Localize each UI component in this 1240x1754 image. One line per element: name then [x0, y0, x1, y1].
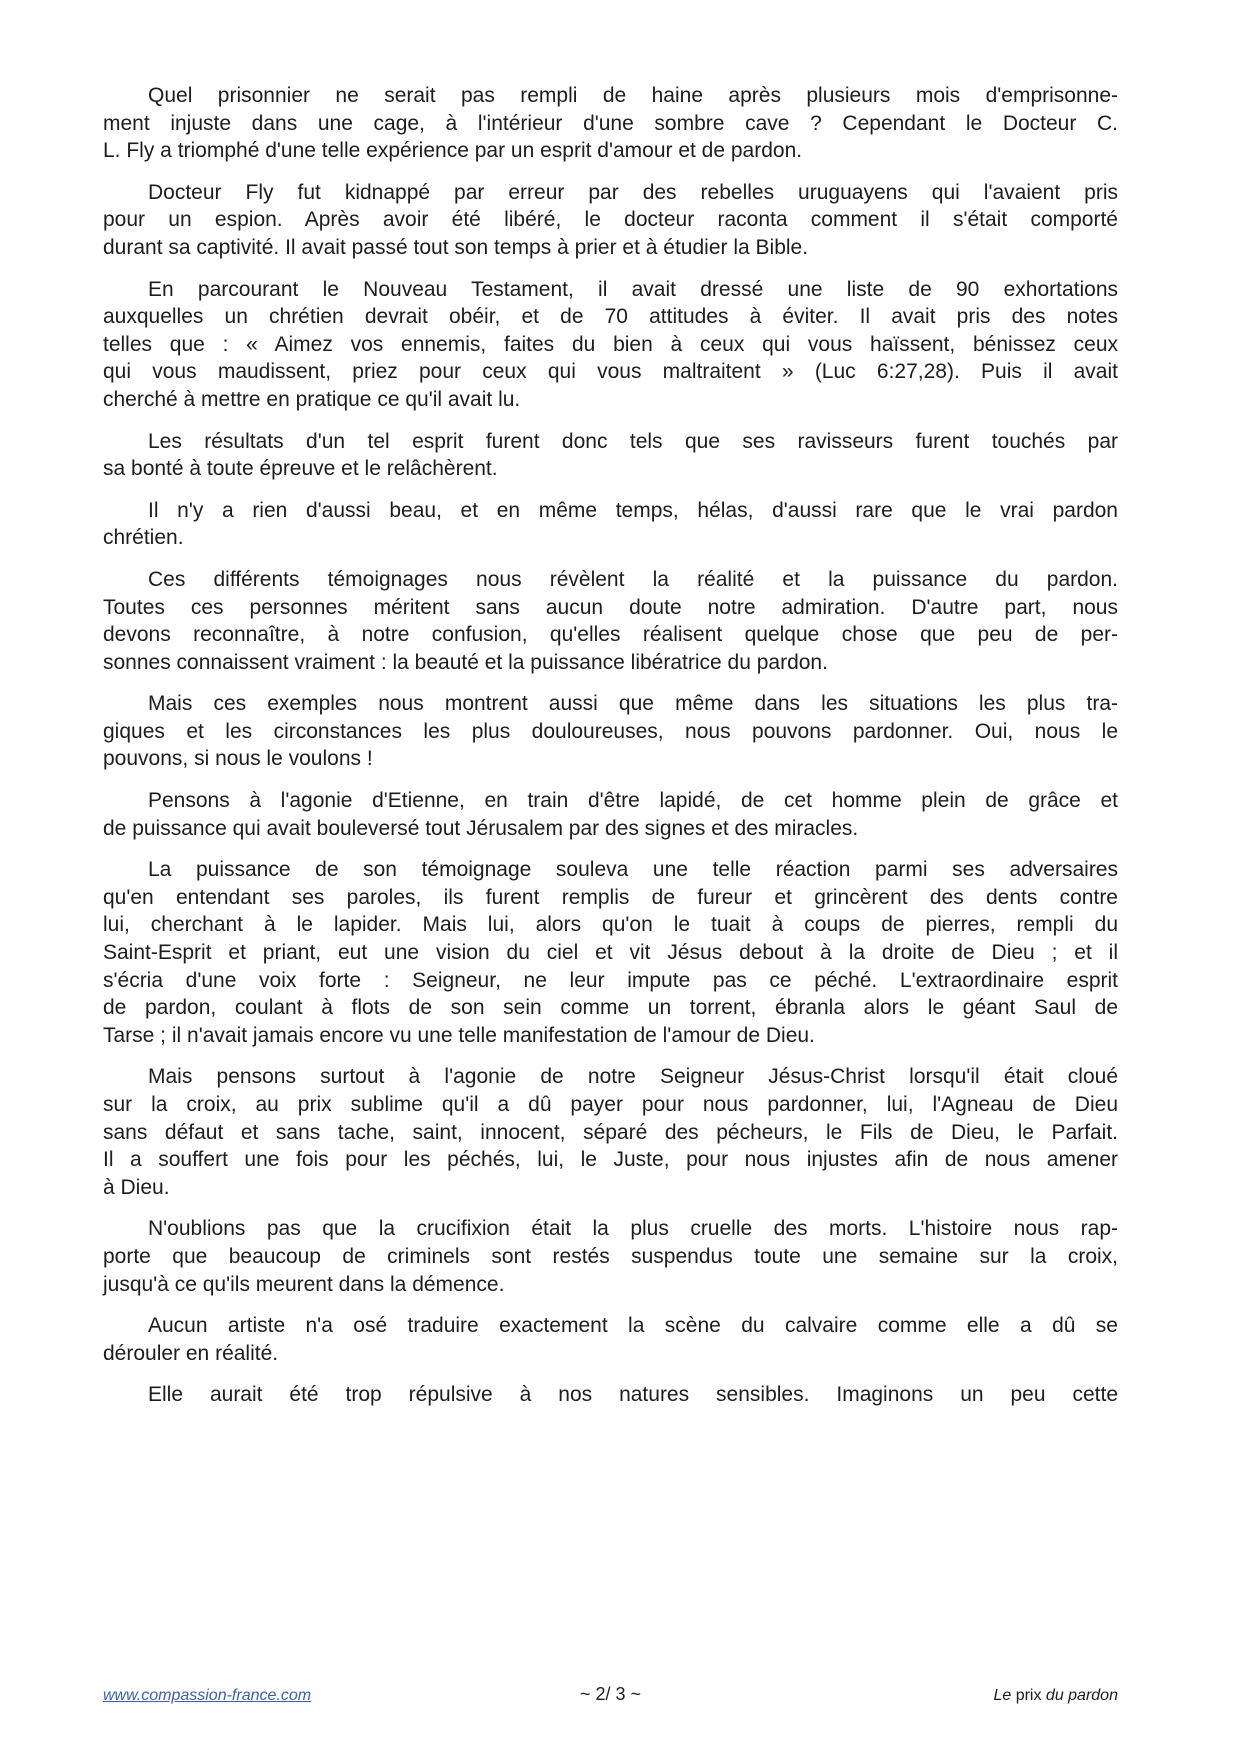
text-line: Docteur Fly fut kidnappé par erreur par des rebelles uruguayens qui l'avaient pris: [148, 180, 1118, 204]
text-line: Aucun artiste n'a osé traduire exactement la scène du calvaire comme elle a dû se: [148, 1314, 1118, 1338]
text-line: à Dieu.: [103, 1175, 170, 1199]
text-line: Il a souffert une fois pour les péchés, lui, le Juste, pour nous injustes afin de nous amener: [103, 1148, 1118, 1172]
paragraph: [103, 787, 1118, 842]
text-line: pouvons, si nous le voulons !: [103, 747, 373, 771]
text-line: jusqu'à ce qu'ils meurent dans la démence.: [103, 1272, 505, 1296]
text-line: cherché à mettre en pratique ce qu'il avait lu.: [103, 387, 521, 411]
text-line: lui, cherchant à le lapider. Mais lui, alors qu'on le tuait à coups de pierres, rempli du: [103, 913, 1118, 937]
website-link[interactable]: www.compassion-france.com: [103, 1687, 312, 1704]
text-line: giques et les circonstances les plus douloureuses, nous pouvons pardonner. Oui, nous le: [103, 719, 1118, 743]
text-line: devons reconnaître, à notre confusion, qu'elles réalisent quelque chose que peu de per-: [103, 623, 1118, 647]
paragraph: [103, 82, 1118, 165]
text-line: N'oublions pas que la crucifixion était la plus cruelle des morts. L'histoire nous rap-: [148, 1217, 1118, 1241]
paragraph: [103, 690, 1118, 773]
text-line: Elle aurait été trop répulsive à nos natures sensibles. Imaginons un peu cette: [148, 1383, 1118, 1407]
paragraph: [103, 1381, 1118, 1409]
paragraph: [103, 1215, 1118, 1298]
text-line: Ces différents témoignages nous révèlent la réalité et la puissance du pardon.: [148, 567, 1118, 591]
text-line: pour un espion. Après avoir été libéré, le docteur raconta comment il s'était comporté: [103, 208, 1118, 232]
document-title-segment: du pardon: [1041, 1687, 1118, 1704]
page-number: ~ 2/ 3 ~: [579, 1684, 642, 1704]
document-title-segment: prix: [1015, 1687, 1042, 1704]
text-line: Saint-Esprit et priant, eut une vision du ciel et vit Jésus debout à la droite de Dieu ; et il: [103, 941, 1118, 965]
text-line: auxquelles un chrétien devrait obéir, et de 70 attitudes à éviter. Il avait pris des notes: [103, 305, 1118, 329]
paragraph: [103, 566, 1118, 676]
text-line: sa bonté à toute épreuve et le relâchèrent.: [103, 457, 498, 481]
text-line: Mais pensons surtout à l'agonie de notre Seigneur Jésus-Christ lorsqu'il était cloué: [148, 1065, 1118, 1089]
text-line: de pardon, coulant à flots de son sein comme un torrent, ébranla alors le géant Saul de: [103, 996, 1118, 1020]
text-line: qui vous maudissent, priez pour ceux qui vous maltraitent » (Luc 6:27,28). Puis il avait: [103, 360, 1118, 384]
page-footer: [103, 1684, 1118, 1705]
text-line: En parcourant le Nouveau Testament, il avait dressé une liste de 90 exhortations: [148, 277, 1118, 301]
document-body: [103, 82, 1118, 1423]
text-line: porte que beaucoup de criminels sont restés suspendus toute une semaine sur la croix,: [103, 1244, 1118, 1268]
document-title-segment: Le: [993, 1687, 1016, 1704]
text-line: qu'en entendant ses paroles, ils furent remplis de fureur et grincèrent des dents contre: [103, 885, 1118, 909]
paragraph: [103, 276, 1118, 414]
text-line: durant sa captivité. Il avait passé tout son temps à prier et à étudier la Bible.: [103, 235, 809, 259]
text-line: Mais ces exemples nous montrent aussi que même dans les situations les plus tra-: [148, 692, 1118, 716]
paragraph: [103, 1312, 1118, 1367]
paragraph: [103, 1063, 1118, 1201]
text-line: chrétien.: [103, 526, 184, 550]
text-line: sur la croix, au prix sublime qu'il a dû payer pour nous pardonner, lui, l'Agneau de Dieu: [103, 1093, 1118, 1116]
text-line: Pensons à l'agonie d'Etienne, en train d'être lapidé, de cet homme plein de grâce et: [148, 789, 1118, 813]
text-line: telles que : « Aimez vos ennemis, faites du bien à ceux qui vous haïssent, bénissez ceux: [103, 332, 1118, 356]
text-line: s'écria d'une voix forte : Seigneur, ne leur impute pas ce péché. L'extraordinaire esprit: [103, 968, 1118, 992]
document-title: [780, 1687, 1118, 1705]
text-line: sonnes connaissent vraiment : la beauté et la puissance libératrice du pardon.: [103, 650, 828, 674]
text-line: sans défaut et sans tache, saint, innocent, séparé des pécheurs, le Fils de Dieu, le Parfait.: [103, 1120, 1118, 1144]
text-line: dérouler en réalité.: [103, 1341, 279, 1365]
text-line: Tarse ; il n'avait jamais encore vu une telle manifestation de l'amour de Dieu.: [103, 1023, 815, 1047]
text-line: Toutes ces personnes méritent sans aucun doute notre admiration. D'autre part, nous: [103, 595, 1118, 619]
footer-left: [103, 1687, 441, 1705]
text-line: Quel prisonnier ne serait pas rempli de haine après plusieurs mois d'emprisonne-: [148, 84, 1118, 107]
text-line: L. Fly a triomphé d'une telle expérience par un esprit d'amour et de pardon.: [103, 139, 803, 163]
paragraph: [103, 179, 1118, 262]
text-line: de puissance qui avait bouleversé tout Jérusalem par des signes et des miracles.: [103, 816, 859, 840]
text-line: Il n'y a rien d'aussi beau, et en même temps, hélas, d'aussi rare que le vrai pardon: [148, 498, 1118, 522]
text-line: La puissance de son témoignage souleva une telle réaction parmi ses adversaires: [148, 858, 1118, 882]
paragraph: [103, 497, 1118, 552]
text-line: ment injuste dans une cage, à l'intérieur d'une sombre cave ? Cependant le Docteur C.: [103, 111, 1118, 135]
text-line: Les résultats d'un tel esprit furent donc tels que ses ravisseurs furent touchés par: [148, 429, 1118, 453]
paragraph: [103, 856, 1118, 1049]
paragraph: [103, 428, 1118, 483]
